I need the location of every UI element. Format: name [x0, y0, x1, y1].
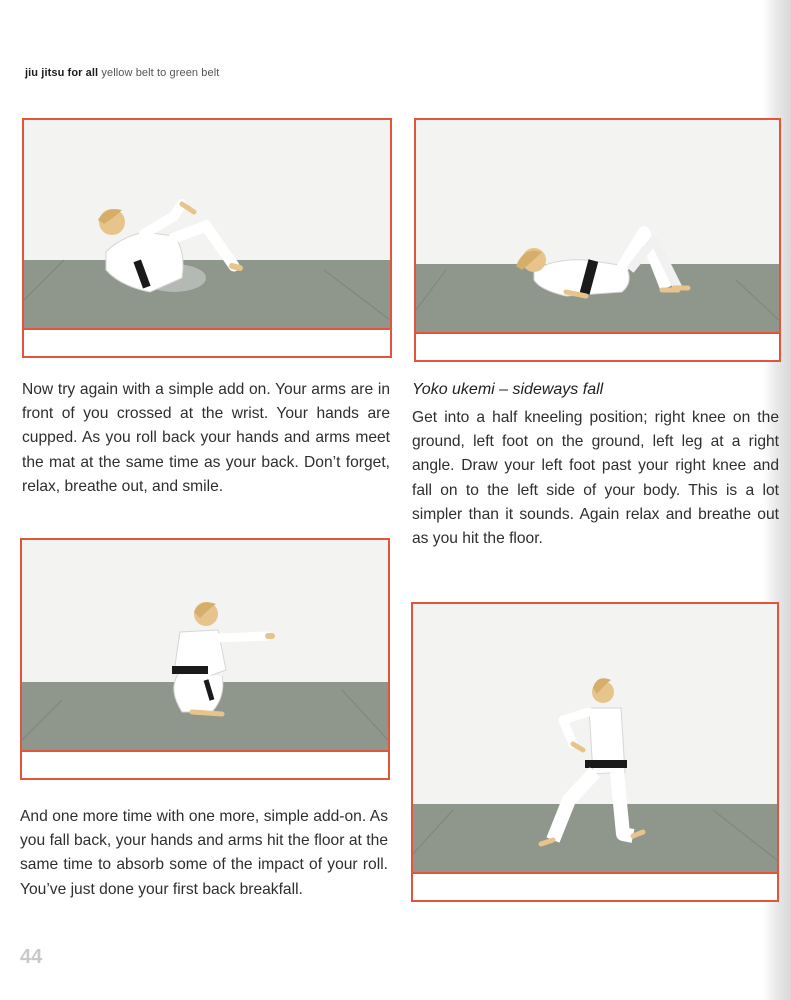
photo-scene	[22, 540, 388, 752]
photo-lying-back	[414, 118, 781, 362]
photo-squat-arms-forward	[20, 538, 390, 780]
paragraph-back-breakfall: And one more time with one more, simple add-on. As you fall back, your hands and arms hit the floor at the same time to absorb some of the impact of your roll. You’ve just done your first back breakfall.	[20, 808, 388, 898]
paragraph-sideways-fall: Get into a half kneeling position; right knee on the ground, left foot on the ground, left leg at a right angle. Draw your left foot past your right knee and fall on to the left side of your body. This is a lot simpler than it sounds. Again relax and breathe out as you hit the floor.	[412, 409, 779, 548]
page-number: 44	[20, 946, 43, 968]
photo-caption-strip	[24, 328, 390, 356]
photo-caption-strip	[416, 332, 779, 360]
photo-scene	[24, 120, 390, 330]
squat-illustration	[22, 540, 388, 752]
photo-caption-strip	[22, 750, 388, 778]
running-head	[25, 67, 219, 79]
book-subtitle: yellow belt to green belt	[101, 67, 220, 79]
lying-back-illustration	[416, 120, 779, 334]
half-kneeling-illustration	[413, 604, 777, 874]
book-title: jiu jitsu for all	[25, 67, 99, 79]
photo-scene	[413, 604, 777, 874]
photo-scene	[416, 120, 779, 334]
photo-caption-strip	[413, 872, 777, 900]
paragraph-back-roll-crossed-arms: Now try again with a simple add on. Your arms are in front of you crossed at the wrist. Your hands are cupped. As you roll back your hands and arms meet the mat at the same time as your back. Don’t forget, relax, breathe out, and smile.	[22, 381, 390, 495]
section-heading-yoko-ukemi: Yoko ukemi – sideways fall	[412, 381, 604, 398]
back-roll-illustration	[24, 120, 390, 330]
photo-back-roll-arms-crossed	[22, 118, 392, 358]
photo-half-kneeling	[411, 602, 779, 902]
